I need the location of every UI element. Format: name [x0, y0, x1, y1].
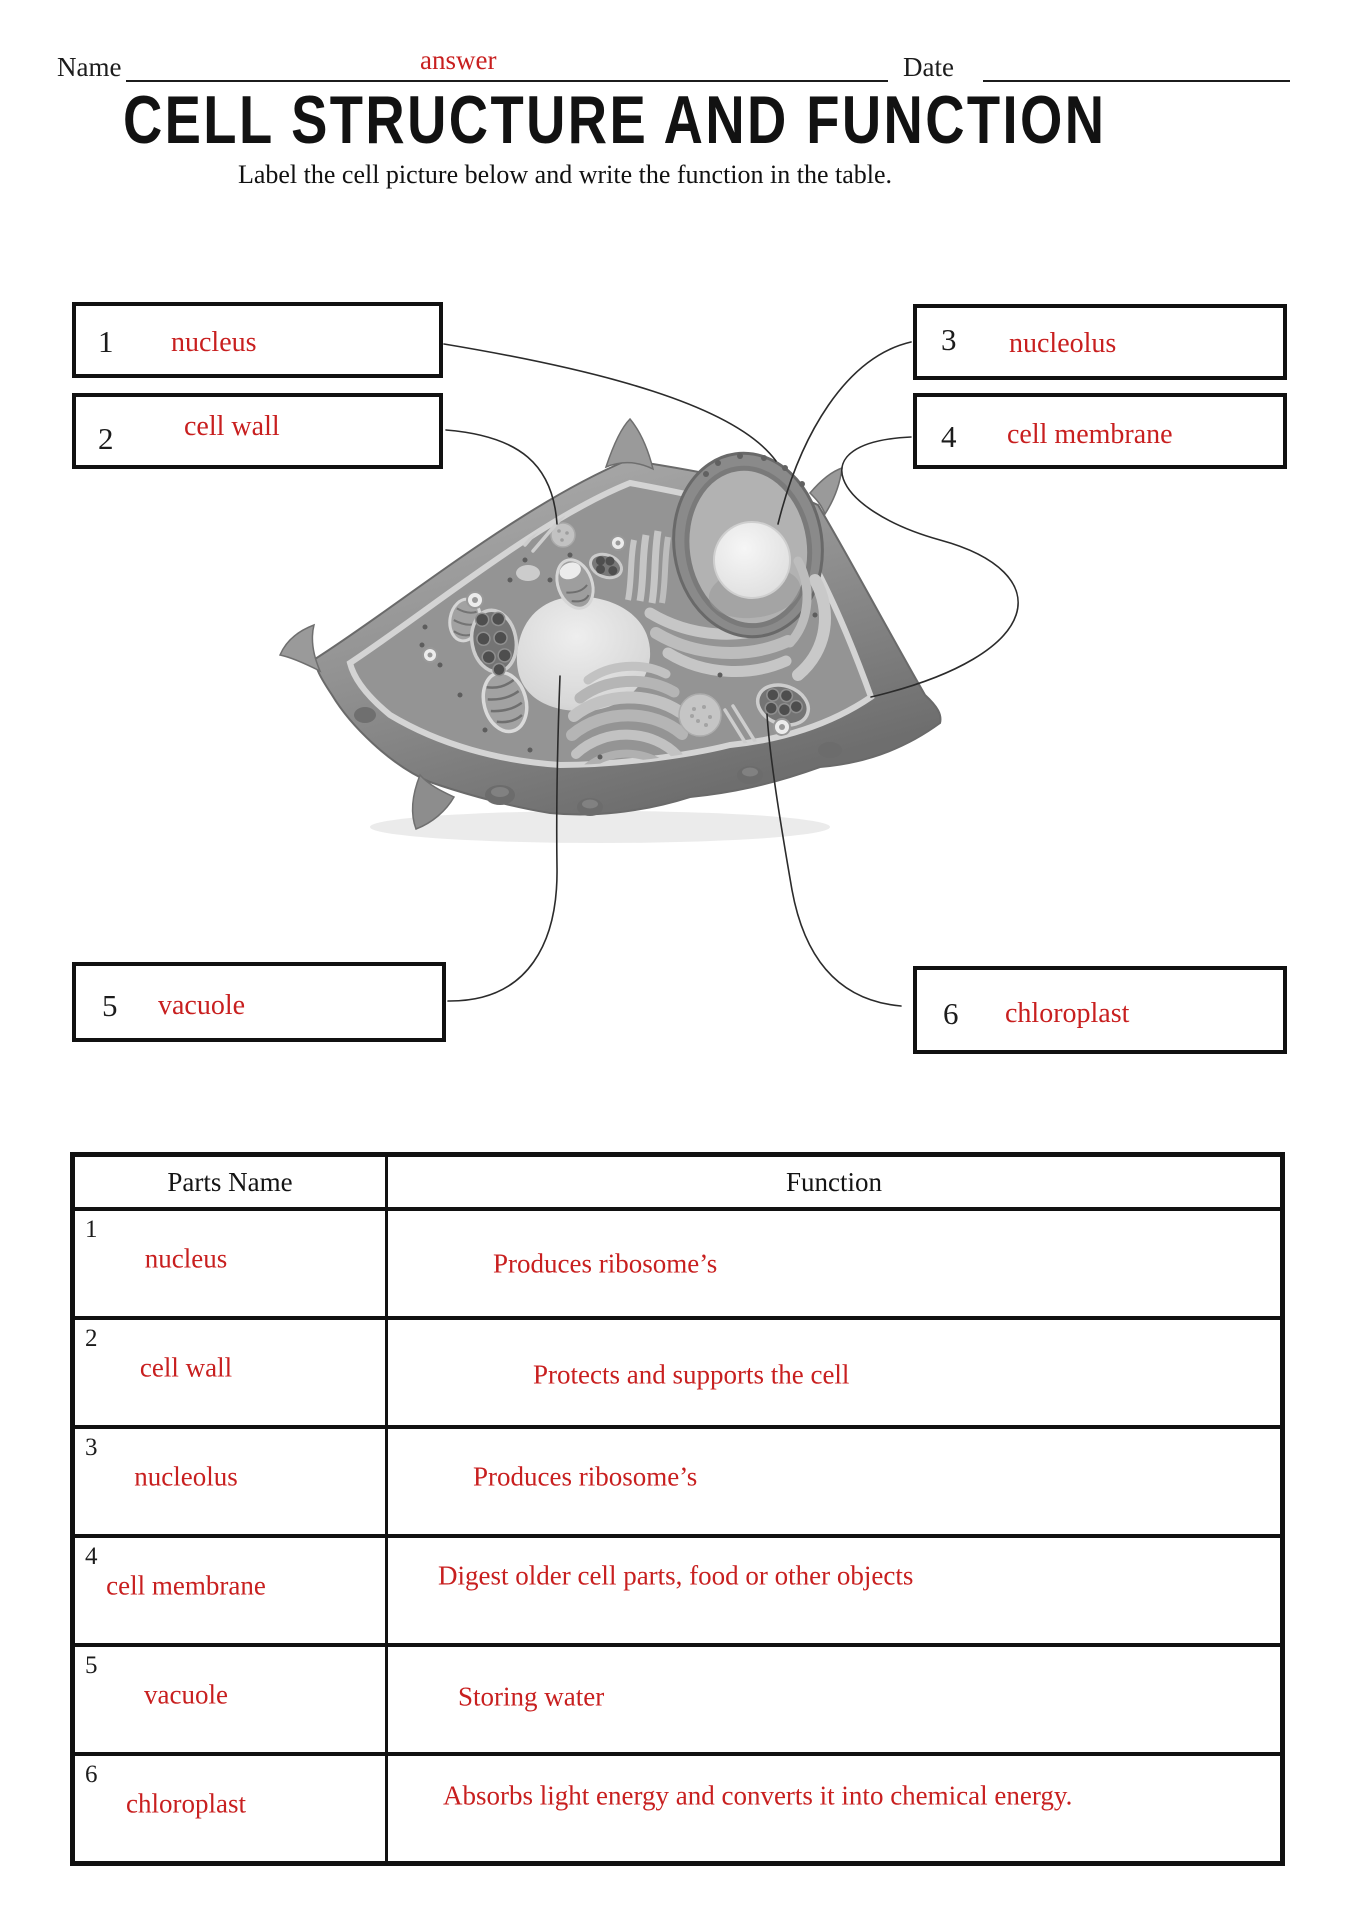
- function-table: [70, 1152, 1285, 1866]
- function-text: Produces ribosome’s: [493, 1248, 718, 1278]
- label-number: 1: [98, 324, 114, 359]
- table-header-row: [75, 1157, 1280, 1207]
- label-answer: chloroplast: [1005, 998, 1130, 1029]
- function-header: Function: [785, 1166, 882, 1197]
- name-answer-text: answer: [420, 45, 497, 75]
- function-text: Absorbs light energy and converts it into chemical energy.: [443, 1780, 1073, 1811]
- table-row: [75, 1207, 1280, 1316]
- parts-cell[interactable]: [75, 1756, 388, 1861]
- table-row: [75, 1425, 1280, 1534]
- table-row: [75, 1643, 1280, 1752]
- parts-cell[interactable]: [75, 1538, 388, 1643]
- label-box-6[interactable]: [913, 966, 1287, 1054]
- part-name: nucleus: [144, 1243, 228, 1274]
- row-number: 5: [85, 1652, 98, 1679]
- table-row: [75, 1752, 1280, 1861]
- label-box-3[interactable]: [913, 304, 1287, 380]
- label-answer: cell wall: [184, 411, 280, 442]
- label-number: 5: [102, 988, 118, 1023]
- name-input-line[interactable]: [126, 56, 888, 82]
- label-box-5[interactable]: [72, 962, 446, 1042]
- title-block: [0, 82, 1130, 190]
- part-name: vacuole: [144, 1679, 228, 1710]
- page-title: CELL STRUCTURE AND FUNCTION: [122, 82, 1107, 158]
- label-answer: nucleus: [171, 327, 257, 358]
- function-cell[interactable]: [388, 1538, 1280, 1643]
- date-input-line[interactable]: [983, 56, 1290, 82]
- label-box-1[interactable]: [72, 302, 443, 378]
- label-box-2[interactable]: [72, 393, 443, 469]
- parts-cell[interactable]: [75, 1211, 388, 1316]
- parts-cell[interactable]: [75, 1429, 388, 1534]
- label-number: 3: [941, 322, 957, 357]
- row-number: 1: [85, 1216, 98, 1243]
- function-text: Digest older cell parts, food or other objects: [438, 1560, 914, 1591]
- parts-cell[interactable]: [75, 1320, 388, 1425]
- label-box-4[interactable]: [913, 393, 1287, 469]
- function-cell[interactable]: [388, 1647, 1280, 1752]
- function-cell[interactable]: [388, 1320, 1280, 1425]
- name-label: Name: [57, 52, 122, 82]
- row-number: 2: [85, 1325, 98, 1352]
- label-number: 4: [941, 419, 957, 454]
- label-number: 2: [98, 421, 114, 456]
- label-answer: nucleolus: [1009, 328, 1117, 359]
- function-cell[interactable]: [388, 1429, 1280, 1534]
- table-row: [75, 1316, 1280, 1425]
- part-name: cell wall: [139, 1352, 233, 1383]
- label-answer: vacuole: [158, 990, 246, 1021]
- part-name: chloroplast: [126, 1788, 246, 1819]
- row-number: 3: [85, 1434, 98, 1461]
- row-number: 4: [85, 1543, 98, 1570]
- page-subtitle: Label the cell picture below and write the function in the table.: [237, 160, 893, 189]
- part-name: nucleolus: [134, 1461, 238, 1492]
- function-text: Protects and supports the cell: [533, 1359, 850, 1390]
- function-cell[interactable]: [388, 1756, 1280, 1861]
- function-cell[interactable]: [388, 1211, 1280, 1316]
- label-answer: cell membrane: [1007, 419, 1173, 450]
- date-label: Date: [903, 52, 954, 82]
- part-name: cell membrane: [106, 1570, 266, 1601]
- row-number: 6: [85, 1761, 98, 1788]
- parts-name-header: Parts Name: [75, 1157, 388, 1207]
- parts-cell[interactable]: [75, 1647, 388, 1752]
- table-row: [75, 1534, 1280, 1643]
- function-text: Storing water: [458, 1681, 605, 1712]
- function-text: Produces ribosome’s: [473, 1461, 698, 1492]
- label-number: 6: [943, 996, 959, 1031]
